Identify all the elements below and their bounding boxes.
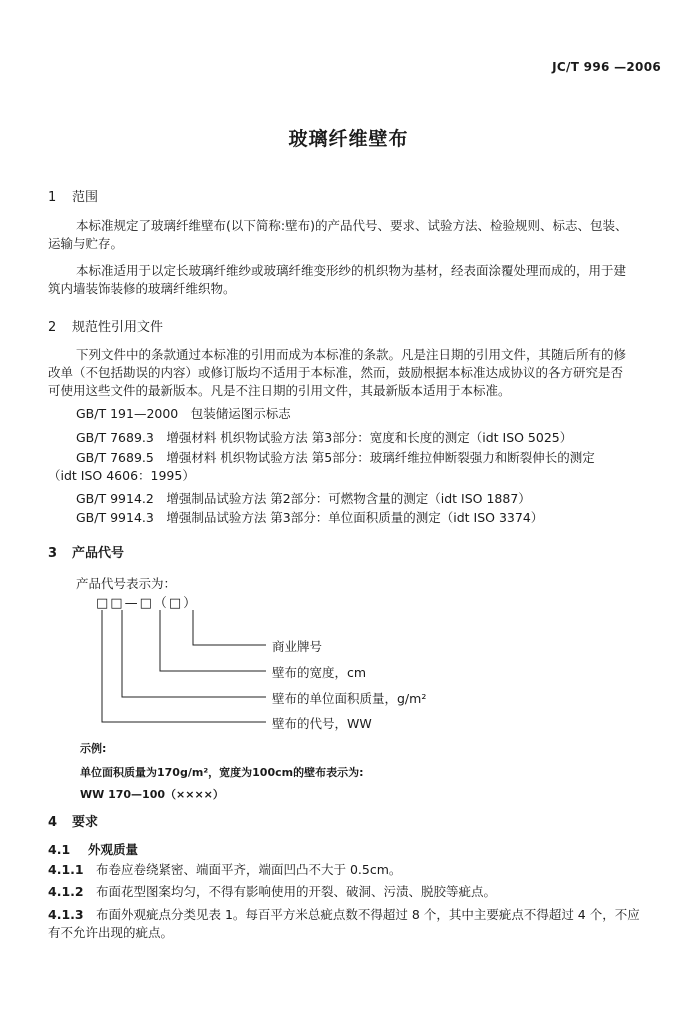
section-number: 1 xyxy=(48,190,57,205)
clause-text: 布卷应卷绕紧密、端面平齐，端面凹凸不大于 0.5cm。 xyxy=(96,862,402,877)
reference-item: GB/T 191—2000 包装储运图示标志 xyxy=(76,406,291,421)
text-line: 运输与贮存。 xyxy=(48,236,124,251)
section-title: 规范性引用文件 xyxy=(72,320,164,335)
section-number: 3 xyxy=(48,546,58,561)
reference-item-continuation: （idt ISO 4606：1995） xyxy=(48,468,195,483)
text-line: 筑内墙装饰装修的玻璃纤维织物。 xyxy=(48,281,236,296)
section-1-heading xyxy=(48,186,98,205)
section-1-paragraph-1 xyxy=(48,217,660,253)
subsection-number: 4.1 xyxy=(48,842,71,857)
code-pattern: □□—□（□） xyxy=(96,596,199,611)
text-line: 本标准适用于以定长玻璃纤维纱或玻璃纤维变形纱的机织物为基材，经表面涂覆处理而成的，用于建 xyxy=(76,263,627,278)
clause-number: 4.1.3 xyxy=(48,907,84,922)
section-2-heading xyxy=(48,316,163,335)
section-title: 要求 xyxy=(72,815,99,830)
section-number: 4 xyxy=(48,815,58,830)
text-line: 下列文件中的条款通过本标准的引用而成为本标准的条款。凡是注日期的引用文件，其随后所有的修 xyxy=(76,347,627,362)
code-label-width: 壁布的宽度，cm xyxy=(272,665,367,680)
example-code: WW 170—100（××××） xyxy=(80,788,224,801)
clause-4-1-1 xyxy=(48,861,660,879)
section-title: 范围 xyxy=(72,190,99,205)
example-text: 单位面积质量为170g/m²，宽度为100cm的壁布表示为: xyxy=(80,766,364,779)
reference-item: GB/T 9914.2 增强制品试验方法 第2部分：可燃物含量的测定（idt ISO 1887） xyxy=(76,491,531,506)
subsection-4-1-heading xyxy=(48,840,138,858)
section-4-heading xyxy=(48,811,98,830)
text-line: 本标准规定了玻璃纤维壁布(以下简称:壁布)的产品代号、要求、试验方法、检验规则、标志、包装、 xyxy=(76,218,628,233)
section-number: 2 xyxy=(48,320,57,335)
clause-number: 4.1.2 xyxy=(48,884,84,899)
clause-text: 布面外观疵点分类见表 1。每百平方米总疵点数不得超过 8 个，其中主要疵点不得超过 4 个，不应 xyxy=(96,907,640,922)
page-title: 玻璃纤维壁布 xyxy=(288,128,409,150)
clause-4-1-2 xyxy=(48,883,660,901)
reference-item: GB/T 7689.5 增强材料 机织物试验方法 第5部分：玻璃纤维拉伸断裂强力和断裂伸长的测定 xyxy=(76,450,595,465)
standard-code: JC/T 996 —2006 xyxy=(552,60,661,74)
code-label-code: 壁布的代号，WW xyxy=(272,716,372,731)
example-label: 示例: xyxy=(80,742,107,755)
clause-text: 布面花型图案均匀，不得有影响使用的开裂、破洞、污渍、脱胶等疵点。 xyxy=(96,884,497,899)
text-line: 可使用这些文件的最新版本。凡是不注日期的引用文件，其最新版本适用于本标准。 xyxy=(48,383,511,398)
reference-item: GB/T 9914.3 增强制品试验方法 第3部分：单位面积质量的测定（idt ISO 3374） xyxy=(76,510,544,525)
text-line: 改单（不包括勘误的内容）或修订版均不适用于本标准，然而，鼓励根据本标准达成协议的各方研究是否 xyxy=(48,365,624,380)
clause-4-1-3 xyxy=(48,906,660,942)
reference-item: GB/T 7689.3 增强材料 机织物试验方法 第3部分：宽度和长度的测定（idt ISO 5025） xyxy=(76,430,573,445)
subsection-title: 外观质量 xyxy=(88,842,139,857)
code-label-mass: 壁布的单位面积质量，g/m² xyxy=(272,691,427,706)
clause-text-continuation: 有不允许出现的疵点。 xyxy=(48,925,174,940)
clause-number: 4.1.1 xyxy=(48,862,84,877)
section-3-heading xyxy=(48,542,124,561)
code-intro: 产品代号表示为： xyxy=(76,576,177,591)
section-1-paragraph-2 xyxy=(48,262,660,298)
section-2-paragraph xyxy=(48,346,660,400)
section-title: 产品代号 xyxy=(72,546,125,561)
code-label-brand: 商业牌号 xyxy=(272,639,323,654)
